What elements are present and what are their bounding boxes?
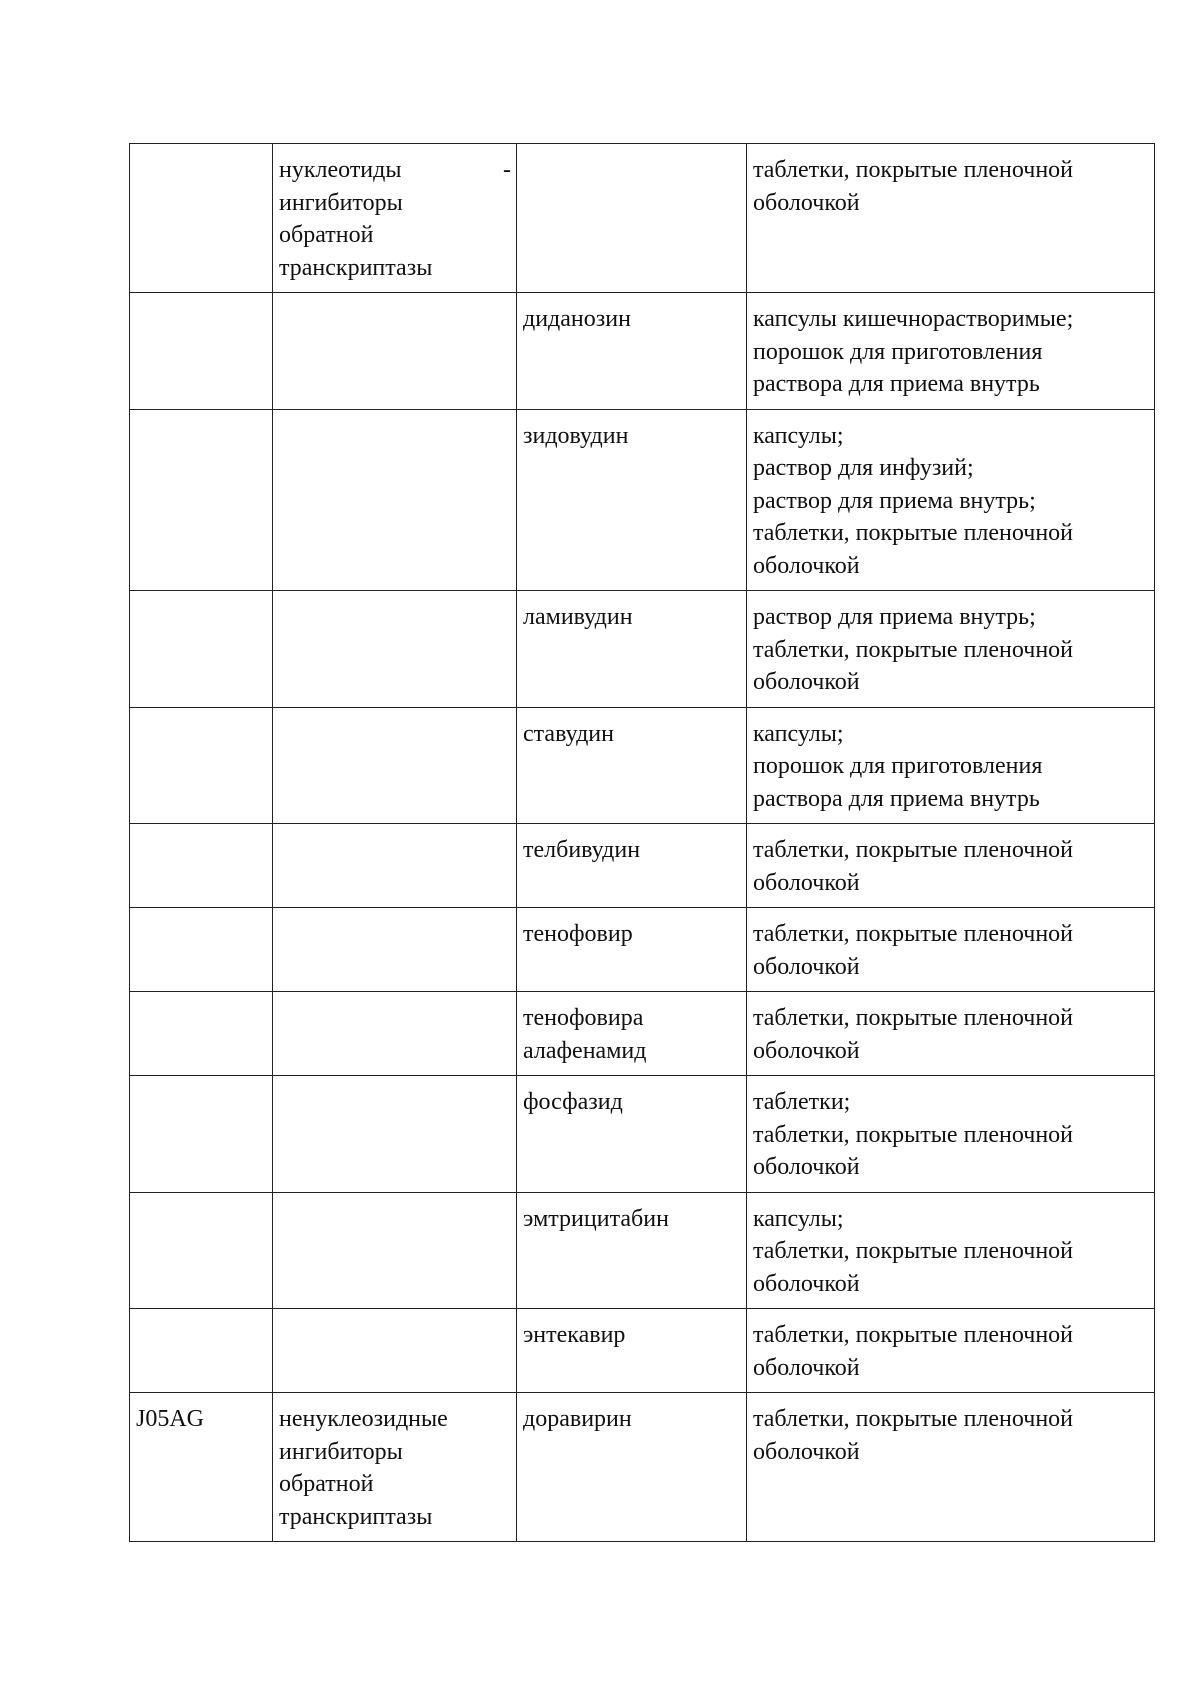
dosage-forms-cell (747, 1076, 1155, 1193)
dosage-form-line: раствора для приема внутрь (753, 371, 1040, 397)
drug-name-cell: зидовудин (517, 409, 747, 591)
drug-name-cell: ставудин (517, 707, 747, 824)
table-row (130, 1309, 1155, 1393)
group-name-line: обратной (279, 1471, 374, 1497)
dosage-forms-cell (747, 591, 1155, 708)
drug-name-cell: тенофовира алафенамид (517, 992, 747, 1076)
atc-code-cell (130, 1192, 273, 1309)
atc-code-cell: J05AG (130, 1393, 273, 1542)
pharmacological-group-cell (273, 707, 517, 824)
dosage-form-line: оболочкой (753, 1354, 860, 1381)
drug-name-cell: ламивудин (517, 591, 747, 708)
drug-name-cell (517, 144, 747, 293)
table-row (130, 591, 1155, 708)
drug-table (129, 143, 1155, 1542)
drug-name-cell: тенофовир (517, 908, 747, 992)
group-name-line: транскриптазы (279, 1503, 433, 1530)
group-name-line: ингибиторы (279, 189, 403, 216)
pharmacological-group-cell (273, 409, 517, 591)
atc-code-cell (130, 1076, 273, 1193)
atc-code-cell (130, 293, 273, 410)
table-row (130, 1393, 1155, 1542)
dosage-form-line: оболочкой (753, 953, 860, 980)
table-row (130, 992, 1155, 1076)
dosage-forms-cell (747, 409, 1155, 591)
dosage-form-line: таблетки, покрытые пленочной (753, 1005, 1074, 1031)
dosage-form-line: порошок для приготовления (753, 753, 1043, 779)
group-name-line: ингибиторы (279, 1438, 403, 1465)
table-row (130, 409, 1155, 591)
group-name-text: нуклеотиды (279, 157, 402, 183)
group-name-line (279, 154, 511, 187)
pharmacological-group-cell (273, 293, 517, 410)
pharmacological-group-cell (273, 1192, 517, 1309)
dosage-form-line: таблетки; (753, 1089, 851, 1115)
dosage-form-line: оболочкой (753, 1270, 860, 1297)
drug-name-cell: доравирин (517, 1393, 747, 1542)
dosage-forms-cell (747, 144, 1155, 293)
dosage-forms-cell (747, 1192, 1155, 1309)
atc-code-cell (130, 707, 273, 824)
pharmacological-group-cell (273, 591, 517, 708)
atc-code-cell (130, 908, 273, 992)
table-row (130, 293, 1155, 410)
drug-name-cell: телбивудин (517, 824, 747, 908)
dosage-form-line: раствора для приема внутрь (753, 785, 1040, 812)
atc-code-cell (130, 824, 273, 908)
dosage-form-line: таблетки, покрытые пленочной (753, 921, 1074, 947)
table-row (130, 1076, 1155, 1193)
atc-code-cell (130, 409, 273, 591)
dosage-form-line: раствор для приема внутрь; (753, 487, 1036, 514)
pharmacological-group-cell (273, 824, 517, 908)
dosage-form-line: оболочкой (753, 1438, 860, 1465)
atc-code-cell (130, 992, 273, 1076)
table-row (130, 144, 1155, 293)
dosage-form-line: таблетки, покрытые пленочной (753, 157, 1074, 183)
dosage-form-line: оболочкой (753, 669, 860, 695)
dosage-form-line: таблетки, покрытые пленочной (753, 1121, 1074, 1148)
table-body (130, 144, 1155, 1542)
dosage-forms-cell (747, 908, 1155, 992)
pharmacological-group-cell (273, 144, 517, 293)
pharmacological-group-cell (273, 1393, 517, 1542)
pharmacological-group-cell (273, 908, 517, 992)
atc-code-cell (130, 591, 273, 708)
drug-name-cell: диданозин (517, 293, 747, 410)
dosage-form-line: таблетки, покрытые пленочной (753, 636, 1074, 663)
dosage-forms-cell (747, 293, 1155, 410)
atc-code-cell (130, 1309, 273, 1393)
dosage-forms-cell (747, 707, 1155, 824)
dosage-form-line: таблетки, покрытые пленочной (753, 1322, 1074, 1348)
dosage-form-line: раствор для приема внутрь; (753, 604, 1036, 630)
dosage-form-line: оболочкой (753, 1037, 860, 1064)
dosage-form-line: оболочкой (753, 552, 860, 579)
pharmacological-group-cell (273, 992, 517, 1076)
dosage-form-line: таблетки, покрытые пленочной (753, 1406, 1074, 1432)
drug-name-cell: эмтрицитабин (517, 1192, 747, 1309)
dosage-form-line: капсулы; (753, 422, 844, 449)
group-name-line: транскриптазы (279, 254, 433, 281)
dosage-form-line: раствор для инфузий; (753, 455, 974, 481)
pharmacological-group-cell (273, 1076, 517, 1193)
dosage-forms-cell (747, 1393, 1155, 1542)
dosage-forms-cell (747, 824, 1155, 908)
dosage-form-line: капсулы; (753, 1205, 844, 1232)
table-row (130, 1192, 1155, 1309)
dosage-form-line: таблетки, покрытые пленочной (753, 837, 1074, 863)
dosage-form-line: капсулы; (753, 720, 844, 747)
dosage-forms-cell (747, 992, 1155, 1076)
drug-name-cell: энтекавир (517, 1309, 747, 1393)
drug-name-cell: фосфазид (517, 1076, 747, 1193)
dosage-form-line: таблетки, покрытые пленочной (753, 1238, 1074, 1264)
dosage-form-line: оболочкой (753, 1154, 860, 1180)
dosage-forms-cell (747, 1309, 1155, 1393)
pharmacological-group-cell (273, 1309, 517, 1393)
table-row (130, 824, 1155, 908)
table-row (130, 707, 1155, 824)
dosage-form-line: оболочкой (753, 869, 860, 896)
atc-code-cell (130, 144, 273, 293)
group-dash-mark: - (503, 157, 511, 183)
group-name-line: обратной (279, 222, 374, 248)
table-row (130, 908, 1155, 992)
dosage-form-line: таблетки, покрытые пленочной (753, 520, 1074, 546)
group-name-line: ненуклеозидные (279, 1406, 448, 1432)
dosage-form-line: оболочкой (753, 189, 860, 216)
dosage-form-line: капсулы кишечнорастворимые; (753, 306, 1074, 332)
dosage-form-line: порошок для приготовления (753, 338, 1043, 365)
